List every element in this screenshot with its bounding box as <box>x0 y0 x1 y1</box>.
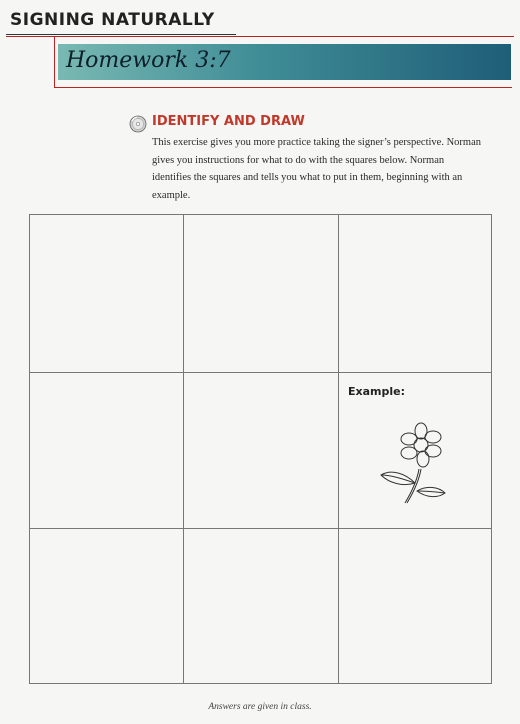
grid-square-3[interactable] <box>339 215 491 373</box>
grid-square-4[interactable] <box>30 373 184 529</box>
grid-square-5[interactable] <box>184 373 339 529</box>
homework-banner <box>58 44 511 80</box>
cd-icon <box>129 115 147 133</box>
flower-drawing <box>369 411 449 511</box>
drawing-grid <box>29 214 492 684</box>
grid-square-8[interactable] <box>184 529 339 683</box>
header-rule-red <box>6 36 514 37</box>
exercise-instructions: This exercise gives you more practice taking the signer’s perspective. Norman gives you instructions for what to do with the squares below. Norman identifies the squares and tells you what to put in them, beginning with an example. <box>152 137 481 201</box>
footer-note: Answers are given in class. <box>208 702 312 712</box>
exercise-heading: IDENTIFY AND DRAW <box>152 114 305 129</box>
banner-rule <box>54 87 512 88</box>
grid-square-2[interactable] <box>184 215 339 373</box>
homework-title: Homework 3:7 <box>66 48 231 73</box>
book-title: SIGNING NATURALLY <box>10 10 215 30</box>
example-label: Example: <box>348 385 405 398</box>
grid-square-9[interactable] <box>339 529 491 683</box>
grid-square-7[interactable] <box>30 529 184 683</box>
grid-square-1[interactable] <box>30 215 184 373</box>
header-rule <box>6 34 236 35</box>
grid-square-example <box>339 373 491 529</box>
banner-bracket <box>54 36 55 88</box>
